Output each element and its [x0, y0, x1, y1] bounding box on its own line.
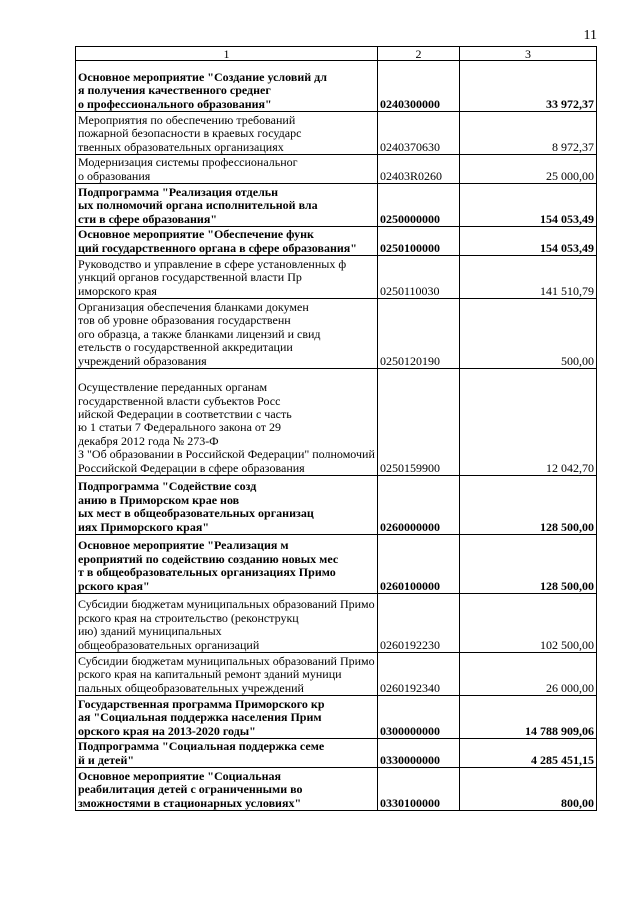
- table-header-row: [76, 47, 597, 61]
- row-amount: 8 972,37: [460, 112, 597, 155]
- table-row: [76, 155, 597, 184]
- table-row: [76, 476, 597, 535]
- row-amount: 141 510,79: [460, 256, 597, 299]
- row-name: Подпрограмма "Реализация отдельн ых полномочий органа исполнительной вла сти в сфере образования": [76, 184, 378, 227]
- column-header-1: 1: [76, 47, 378, 61]
- row-code: 0250110030: [378, 256, 460, 299]
- page-number: 11: [583, 28, 597, 43]
- table-row: [76, 299, 597, 369]
- row-amount: 128 500,00: [460, 476, 597, 535]
- table-row: [76, 653, 597, 696]
- row-name: Руководство и управление в сфере установленных ф ункций органов государственной власти Пр иморского края: [76, 256, 378, 299]
- row-code: 0250000000: [378, 184, 460, 227]
- row-name: Основное мероприятие "Обеспечение функ ций государственного органа в сфере образования": [76, 227, 378, 256]
- row-amount: 500,00: [460, 299, 597, 369]
- row-amount: 33 972,37: [460, 61, 597, 112]
- row-code: 02403R0260: [378, 155, 460, 184]
- row-name: Подпрограмма "Социальная поддержка семе й и детей": [76, 739, 378, 768]
- table-row: [76, 696, 597, 739]
- row-amount: 14 788 909,06: [460, 696, 597, 739]
- row-code: 0240370630: [378, 112, 460, 155]
- row-name: Осуществление переданных органам государственной власти субъектов Росс ийской Федерации в соответствии с часть ю 1 статьи 7 Федерального закона от 29 декабря 2012 года № 273-Ф З "Об образовании в Российской Федерации" полномочий Российской Федерации в сфере образования: [76, 369, 378, 476]
- table-row: [76, 184, 597, 227]
- row-code: 0250159900: [378, 369, 460, 476]
- row-name: Основное мероприятие "Реализация м ероприятий по содействию созданию новых мес т в общеобразовательных организациях Примо рского края": [76, 535, 378, 594]
- row-name: Мероприятия по обеспечению требований пожарной безопасности в краевых государс твенных образовательных организациях: [76, 112, 378, 155]
- budget-table: [75, 46, 597, 811]
- table-row: [76, 535, 597, 594]
- row-amount: 26 000,00: [460, 653, 597, 696]
- row-code: 0250100000: [378, 227, 460, 256]
- row-code: 0260100000: [378, 535, 460, 594]
- row-code: 0260192230: [378, 594, 460, 653]
- row-name: Субсидии бюджетам муниципальных образований Примо рского края на строительство (реконструкц ию) зданий муниципальных общеобразовательных организаций: [76, 594, 378, 653]
- row-code: 0330100000: [378, 768, 460, 811]
- row-amount: 25 000,00: [460, 155, 597, 184]
- row-code: 0330000000: [378, 739, 460, 768]
- row-name: Субсидии бюджетам муниципальных образований Примо рского края на капитальный ремонт зданий муници пальных общеобразовательных учреждений: [76, 653, 378, 696]
- table-row: [76, 768, 597, 811]
- row-amount: 12 042,70: [460, 369, 597, 476]
- table-row: [76, 594, 597, 653]
- table-row: [76, 369, 597, 476]
- table-row: [76, 739, 597, 768]
- row-name: Основное мероприятие "Создание условий дл я получения качественного среднег о профессионального образования": [76, 61, 378, 112]
- column-header-2: 2: [378, 47, 460, 61]
- row-amount: 102 500,00: [460, 594, 597, 653]
- row-amount: 154 053,49: [460, 227, 597, 256]
- row-name: Государственная программа Приморского кр ая "Социальная поддержка населения Прим орского края на 2013-2020 годы": [76, 696, 378, 739]
- row-code: 0260000000: [378, 476, 460, 535]
- row-amount: 4 285 451,15: [460, 739, 597, 768]
- row-name: Подпрограмма "Содействие созд анию в Приморском крае нов ых мест в общеобразовательных организац иях Приморского края": [76, 476, 378, 535]
- column-header-3: 3: [460, 47, 597, 61]
- row-amount: 800,00: [460, 768, 597, 811]
- row-code: 0240300000: [378, 61, 460, 112]
- table-row: [76, 61, 597, 112]
- row-amount: 128 500,00: [460, 535, 597, 594]
- row-name: Основное мероприятие "Социальная реабилитация детей с ограниченными во зможностями в стационарных условиях": [76, 768, 378, 811]
- row-code: 0260192340: [378, 653, 460, 696]
- table-row: [76, 112, 597, 155]
- row-name: Модернизация системы профессиональног о образования: [76, 155, 378, 184]
- table-row: [76, 227, 597, 256]
- row-code: 0300000000: [378, 696, 460, 739]
- table-row: [76, 256, 597, 299]
- row-name: Организация обеспечения бланками докумен тов об уровне образования государственн ого образца, а также бланками лицензий и свид етельств о государственной аккредитации учреждений образования: [76, 299, 378, 369]
- row-code: 0250120190: [378, 299, 460, 369]
- row-amount: 154 053,49: [460, 184, 597, 227]
